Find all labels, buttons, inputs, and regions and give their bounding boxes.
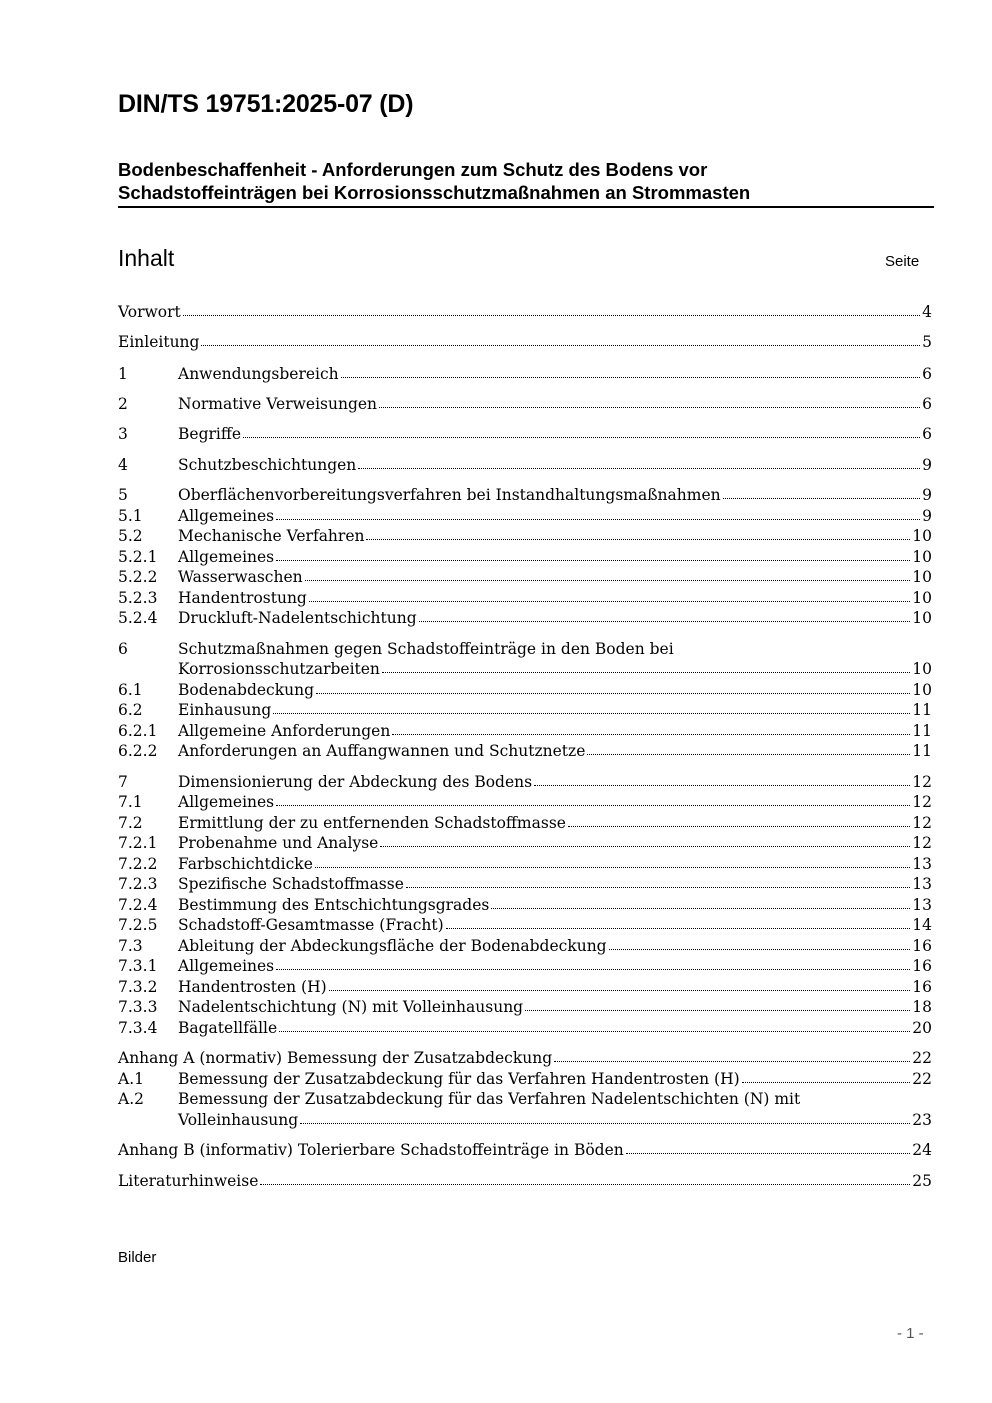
toc-entry[interactable] (118, 977, 932, 998)
toc-dot-leader (273, 700, 910, 714)
toc-entry-page: 6 (922, 395, 932, 413)
toc-entry-title-continued: Volleinhausung (178, 1111, 299, 1129)
toc-dot-leader (446, 915, 911, 929)
toc-entry-title: Mechanische Verfahren (178, 527, 365, 545)
toc-entry-number: 5.2.1 (118, 548, 158, 566)
toc-entry-title: Schutzmaßnahmen gegen Schadstoffeinträge in den Boden bei (178, 640, 674, 658)
toc-dot-leader (366, 526, 910, 540)
toc-entry-title: Spezifische Schadstoffmasse (178, 875, 404, 893)
toc-entry-number: 5.2.3 (118, 589, 158, 607)
toc-entry-title: Schutzbeschichtungen (178, 456, 357, 474)
toc-entry[interactable] (118, 854, 932, 875)
toc-entry[interactable] (118, 506, 932, 527)
toc-entry-number: 7 (118, 773, 128, 791)
toc-entry-page: 10 (912, 660, 932, 678)
toc-dot-leader (587, 741, 910, 755)
toc-dot-leader (243, 424, 920, 438)
toc-dot-leader (183, 302, 920, 316)
toc-entry-page: 11 (912, 742, 932, 760)
toc-entry-number: 7.2.5 (118, 916, 158, 934)
toc-entry[interactable] (118, 1069, 932, 1090)
toc-entry-continuation[interactable] (118, 659, 932, 680)
toc-entry[interactable] (118, 1048, 932, 1069)
toc-dot-leader (276, 506, 920, 520)
toc-dot-leader (491, 895, 910, 909)
toc-entry-page: 6 (922, 425, 932, 443)
toc-entry-page: 10 (912, 568, 932, 586)
toc-entry-title: Dimensionierung der Abdeckung des Bodens (178, 773, 533, 791)
toc-entry[interactable] (118, 1018, 932, 1039)
toc-dot-leader (300, 1110, 910, 1124)
toc-entry-page: 23 (912, 1111, 932, 1129)
toc-entry[interactable] (118, 567, 932, 588)
toc-entry-title: Allgemeine Anforderungen (178, 722, 391, 740)
toc-entry[interactable] (118, 956, 932, 977)
toc-entry[interactable] (118, 813, 932, 834)
toc-entry[interactable] (118, 680, 932, 701)
toc-entry-number: 5.1 (118, 507, 143, 525)
toc-dot-leader (341, 364, 920, 378)
toc-page-label: Seite (885, 253, 920, 270)
toc-entry-page: 22 (912, 1070, 932, 1088)
toc-entry[interactable] (118, 547, 932, 568)
toc-entry[interactable] (118, 588, 932, 609)
toc-dot-leader (316, 680, 910, 694)
toc-dot-leader (392, 721, 910, 735)
toc-dot-leader (260, 1171, 910, 1185)
toc-entry[interactable] (118, 895, 932, 916)
toc-entry-page: 13 (912, 875, 932, 893)
toc-entry[interactable] (118, 424, 932, 445)
toc-entry-number: 6.2.1 (118, 722, 158, 740)
toc-entry-title-continued: Korrosionsschutzarbeiten (178, 660, 380, 678)
toc-dot-leader (525, 997, 910, 1011)
toc-entry[interactable] (118, 997, 932, 1018)
toc-entry-page: 24 (912, 1141, 932, 1159)
toc-entry-title: Nadelentschichtung (N) mit Volleinhausung (178, 998, 524, 1016)
toc-entry-title: Oberflächenvorbereitungsverfahren bei Instandhaltungsmaßnahmen (178, 486, 721, 504)
toc-entry[interactable] (118, 1089, 932, 1110)
toc-dot-leader (742, 1069, 911, 1083)
toc-dot-leader (276, 547, 910, 561)
toc-entry-page: 14 (912, 916, 932, 934)
toc-entry-title: Wasserwaschen (178, 568, 303, 586)
toc-entry-number: 7.3.1 (118, 957, 158, 975)
toc-entry-title: Probenahme und Analyse (178, 834, 379, 852)
toc-entry-title: Normative Verweisungen (178, 395, 378, 413)
toc-entry-title: Handentrostung (178, 589, 307, 607)
toc-entry-page: 13 (912, 896, 932, 914)
toc-dot-leader (329, 977, 911, 991)
toc-dot-leader (554, 1048, 910, 1062)
toc-entry-page: 12 (912, 814, 932, 832)
toc-entry-title: Ermittlung der zu entfernenden Schadstoffmasse (178, 814, 566, 832)
toc-entry-number: 3 (118, 425, 128, 443)
figures-heading: Bilder (118, 1249, 157, 1266)
toc-entry-page: 10 (912, 681, 932, 699)
toc-entry-page: 11 (912, 701, 932, 719)
toc-entry-title: Farbschichtdicke (178, 855, 313, 873)
toc-entry[interactable] (118, 364, 932, 385)
toc-entry-title: Druckluft-Nadelentschichtung (178, 609, 417, 627)
toc-entry-number: 1 (118, 365, 128, 383)
toc-dot-leader (358, 455, 920, 469)
toc-entry-title: Bestimmung des Entschichtungsgrades (178, 896, 490, 914)
toc-entry-number: 7.3.2 (118, 978, 158, 996)
toc-entry-number: 5 (118, 486, 128, 504)
toc-dot-leader (382, 659, 910, 673)
toc-entry[interactable] (118, 1140, 932, 1161)
toc-entry-title: Begriffe (178, 425, 242, 443)
toc-entry-page: 10 (912, 548, 932, 566)
toc-entry-number: A.2 (118, 1090, 144, 1108)
toc-entry-title: Bemessung der Zusatzabdeckung für das Verfahren Nadelentschichten (N) mit (178, 1090, 801, 1108)
toc-entry-title: Handentrosten (H) (178, 978, 327, 996)
toc-entry-number: 2 (118, 395, 128, 413)
toc-dot-leader (276, 792, 910, 806)
toc-entry-number: 5.2.4 (118, 609, 158, 627)
toc-entry-title: Bodenabdeckung (178, 681, 315, 699)
toc-entry-title: Allgemeines (178, 957, 275, 975)
toc-entry-title: Allgemeines (178, 507, 275, 525)
toc-entry-title: Vorwort (118, 303, 181, 321)
toc-entry-page: 18 (912, 998, 932, 1016)
toc-entry-number: 7.2.3 (118, 875, 158, 893)
toc-entry[interactable] (118, 332, 932, 353)
toc-entry[interactable] (118, 833, 932, 854)
toc-entry[interactable] (118, 700, 932, 721)
toc-entry[interactable] (118, 874, 932, 895)
toc-entry-title: Anhang A (normativ) Bemessung der Zusatzabdeckung (118, 1049, 553, 1067)
toc-entry[interactable] (118, 721, 932, 742)
toc-dot-leader (406, 874, 910, 888)
toc-entry-title: Anhang B (informativ) Tolerierbare Schadstoffeinträge in Böden (118, 1141, 624, 1159)
toc-entry-number: 7.2 (118, 814, 143, 832)
toc-entry-page: 16 (912, 978, 932, 996)
toc-dot-leader (276, 956, 910, 970)
toc-entry[interactable] (118, 455, 932, 476)
toc-entry-number: 6.2.2 (118, 742, 158, 760)
toc-entry[interactable] (118, 394, 932, 415)
toc-entry[interactable] (118, 772, 932, 793)
toc-entry-number: 7.1 (118, 793, 143, 811)
toc-entry-title: Anwendungsbereich (178, 365, 339, 383)
toc-entry-number: A.1 (118, 1070, 144, 1088)
toc-entry-title: Einleitung (118, 333, 200, 351)
toc-entry-title: Bemessung der Zusatzabdeckung für das Verfahren Handentrosten (H) (178, 1070, 740, 1088)
toc-entry-page: 10 (912, 527, 932, 545)
toc-dot-leader (279, 1018, 910, 1032)
toc-entry-title: Bagatellfälle (178, 1019, 278, 1037)
toc-entry-number: 6.1 (118, 681, 143, 699)
document-title-line-2: Schadstoffeinträgen bei Korrosionsschutzmaßnahmen an Strommasten (118, 182, 751, 203)
toc-dot-leader (305, 567, 911, 581)
toc-entry-title: Allgemeines (178, 548, 275, 566)
toc-entry-page: 10 (912, 589, 932, 607)
toc-entry[interactable] (118, 608, 932, 629)
toc-entry-title: Literaturhinweise (118, 1172, 259, 1190)
document-title (118, 158, 934, 208)
toc-entry-continuation[interactable] (118, 1110, 932, 1131)
toc-entry-number: 7.2.2 (118, 855, 158, 873)
toc-entry[interactable] (118, 1171, 932, 1192)
toc-entry[interactable] (118, 741, 932, 762)
toc-entry[interactable] (118, 915, 932, 936)
toc-entry-number: 4 (118, 456, 128, 474)
toc-entry-page: 12 (912, 773, 932, 791)
document-id: DIN/TS 19751:2025-07 (D) (118, 90, 414, 118)
toc-entry-number: 7.3.3 (118, 998, 158, 1016)
toc-entry-page: 9 (922, 486, 932, 504)
toc-entry-number: 7.3 (118, 937, 143, 955)
toc-dot-leader (568, 813, 910, 827)
toc-entry-page: 5 (922, 333, 932, 351)
toc-entry-page: 25 (912, 1172, 932, 1190)
toc-entry-number: 5.2.2 (118, 568, 158, 586)
toc-entry-title: Allgemeines (178, 793, 275, 811)
toc-dot-leader (626, 1140, 911, 1154)
toc-dot-leader (379, 394, 920, 408)
toc-entry-page: 16 (912, 937, 932, 955)
toc-entry-number: 6.2 (118, 701, 143, 719)
toc-entry-page: 16 (912, 957, 932, 975)
toc-entry-page: 13 (912, 855, 932, 873)
toc-entry[interactable] (118, 639, 932, 660)
toc-entry-number: 7.2.4 (118, 896, 158, 914)
toc-entry-title: Ableitung der Abdeckungsfläche der Bodenabdeckung (178, 937, 607, 955)
toc-dot-leader (315, 854, 910, 868)
toc-entry-page: 12 (912, 793, 932, 811)
toc-entry-page: 9 (922, 456, 932, 474)
toc-dot-leader (380, 833, 910, 847)
toc-entry[interactable] (118, 526, 932, 547)
page-number: - 1 - (897, 1325, 924, 1342)
toc-entry[interactable] (118, 302, 932, 323)
toc-entry-title: Schadstoff-Gesamtmasse (Fracht) (178, 916, 444, 934)
toc-dot-leader (534, 772, 910, 786)
toc-entry[interactable] (118, 792, 932, 813)
toc-entry[interactable] (118, 485, 932, 506)
toc-entry-number: 7.3.4 (118, 1019, 158, 1037)
toc-entry-title: Einhausung (178, 701, 272, 719)
document-title-line-1: Bodenbeschaffenheit - Anforderungen zum Schutz des Bodens vor (118, 159, 708, 180)
toc-entry-page: 11 (912, 722, 932, 740)
toc-dot-leader (309, 588, 910, 602)
toc-entry[interactable] (118, 936, 932, 957)
toc-dot-leader (723, 485, 921, 499)
toc-dot-leader (609, 936, 911, 950)
toc-entry-number: 6 (118, 640, 128, 658)
toc-entry-page: 4 (922, 303, 932, 321)
toc-dot-leader (419, 608, 911, 622)
toc-entry-page: 20 (912, 1019, 932, 1037)
toc-entry-number: 7.2.1 (118, 834, 158, 852)
toc-entry-page: 6 (922, 365, 932, 383)
toc-entry-title: Anforderungen an Auffangwannen und Schutznetze (178, 742, 586, 760)
toc-entry-page: 22 (912, 1049, 932, 1067)
toc-entry-page: 12 (912, 834, 932, 852)
toc-entry-page: 9 (922, 507, 932, 525)
toc-dot-leader (201, 332, 920, 346)
toc-heading: Inhalt (118, 245, 175, 271)
toc-entry-number: 5.2 (118, 527, 143, 545)
toc-entry-page: 10 (912, 609, 932, 627)
